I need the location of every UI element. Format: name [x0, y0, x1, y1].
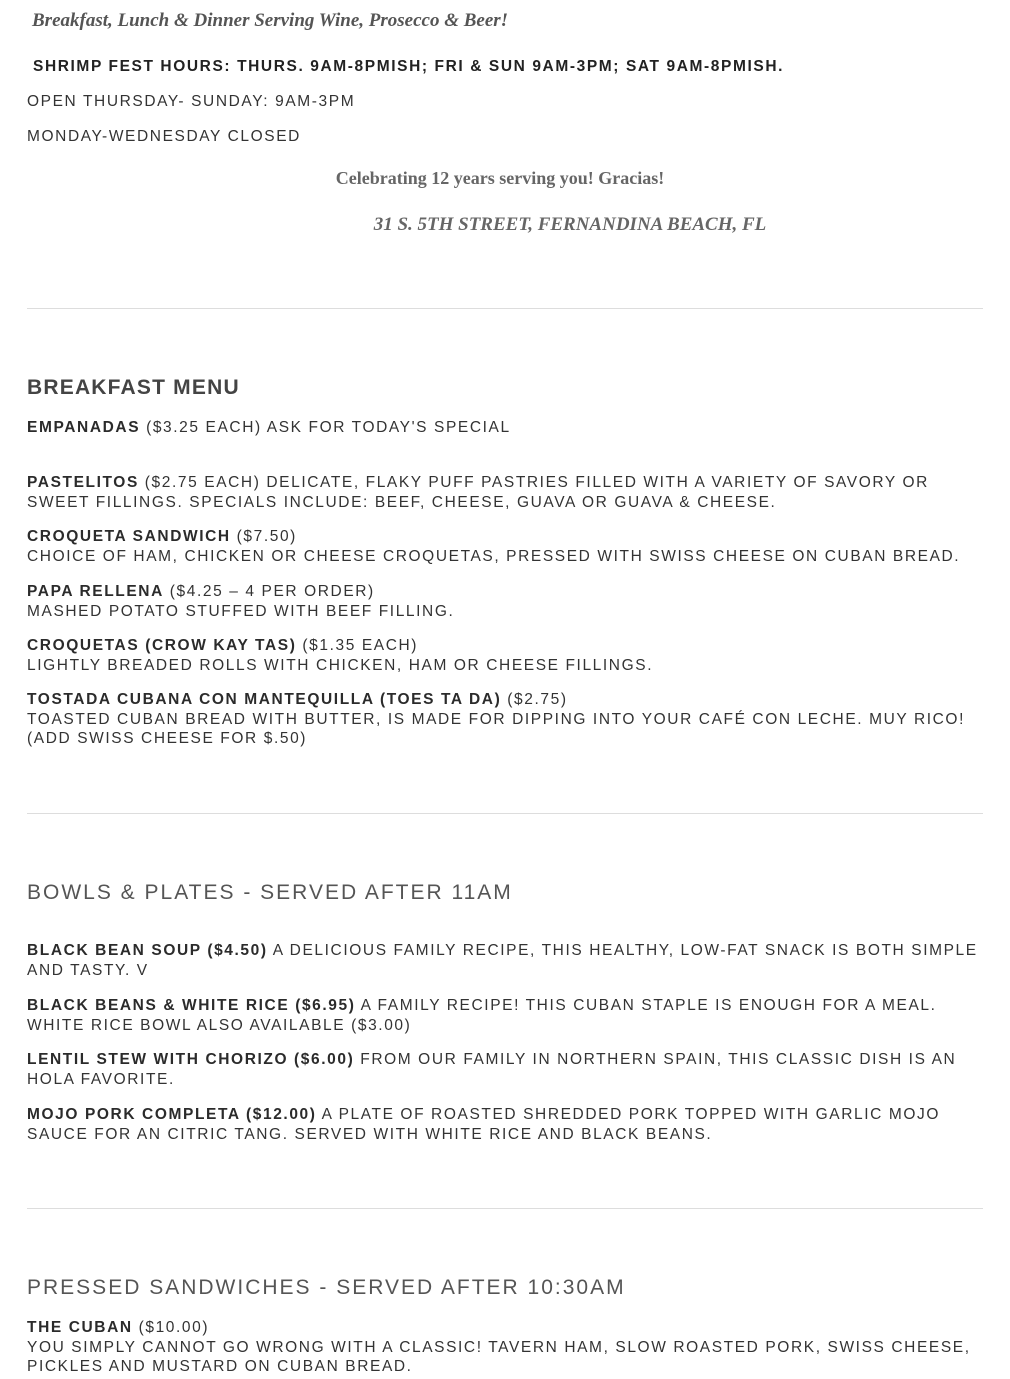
tagline: Breakfast, Lunch & Dinner Serving Wine, Prosecco & Beer! [32, 10, 509, 31]
item-name: THE CUBAN [27, 1319, 133, 1336]
shrimp-fest-hours: SHRIMP FEST HOURS: THURS. 9AM-8PMISH; FRI & SUN 9AM-3PM; SAT 9AM-8PMISH. [33, 58, 785, 75]
menu-item-lentil-stew [27, 1050, 987, 1089]
open-hours: OPEN THURSDAY- SUNDAY: 9AM-3PM [27, 93, 356, 110]
item-name: BLACK BEANS & WHITE RICE ($6.95) [27, 997, 356, 1014]
item-desc: CHOICE OF HAM, CHICKEN OR CHEESE CROQUETAS, PRESSED WITH SWISS CHEESE ON CUBAN BREAD. [27, 547, 961, 565]
address: 31 S. 5TH STREET, FERNANDINA BEACH, FL [373, 214, 767, 235]
item-name: MOJO PORK COMPLETA ($12.00) [27, 1106, 317, 1123]
item-name: LENTIL STEW WITH CHORIZO ($6.00) [27, 1051, 355, 1068]
item-name: PAPA RELLENA [27, 583, 164, 600]
item-desc: LIGHTLY BREADED ROLLS WITH CHICKEN, HAM OR CHEESE FILLINGS. [27, 656, 654, 674]
menu-item-pastelitos [27, 473, 987, 512]
item-desc: A FAMILY RECIPE! THIS CUBAN STAPLE IS ENOUGH FOR A MEAL. WHITE RICE BOWL ALSO AVAILABLE ($3.00) [27, 997, 937, 1034]
item-price: ($7.50) [230, 528, 297, 545]
item-name: CROQUETA SANDWICH [27, 528, 231, 545]
item-price: ($2.75) [501, 691, 568, 708]
item-desc: ($3.25 EACH) ASK FOR TODAY'S SPECIAL [140, 419, 511, 436]
menu-item-the-cuban [27, 1318, 987, 1377]
item-desc: YOU SIMPLY CANNOT GO WRONG WITH A CLASSIC! TAVERN HAM, SLOW ROASTED PORK, SWISS CHEESE, PICKLES AND MUSTARD ON CUBAN BREAD. [27, 1338, 971, 1375]
item-price: ($10.00) [132, 1319, 210, 1336]
menu-item-mojo-pork [27, 1105, 987, 1144]
menu-item-croquetas [27, 636, 987, 675]
menu-item-black-bean-soup [27, 941, 987, 980]
item-desc: MASHED POTATO STUFFED WITH BEEF FILLING. [27, 602, 455, 620]
sandwiches-heading: PRESSED SANDWICHES - SERVED AFTER 10:30AM [27, 1276, 626, 1299]
closed-hours: MONDAY-WEDNESDAY CLOSED [27, 128, 301, 145]
item-desc: A PLATE OF ROASTED SHREDDED PORK TOPPED WITH GARLIC MOJO SAUCE FOR AN CITRIC TANG. SERVED WITH WHITE RICE AND BLACK BEANS. [27, 1106, 940, 1143]
item-name: TOSTADA CUBANA CON MANTEQUILLA (TOES TA DA) [27, 691, 502, 708]
item-name: BLACK BEAN SOUP ($4.50) [27, 942, 268, 959]
divider [27, 1208, 983, 1209]
menu-item-black-beans-rice [27, 996, 987, 1035]
item-name: PASTELITOS [27, 474, 139, 491]
item-name: EMPANADAS [27, 419, 141, 436]
breakfast-heading: BREAKFAST MENU [27, 376, 240, 399]
item-price: ($4.25 – 4 PER ORDER) [163, 583, 375, 600]
bowls-heading: BOWLS & PLATES - SERVED AFTER 11AM [27, 881, 513, 904]
item-desc: TOASTED CUBAN BREAD WITH BUTTER, IS MADE FOR DIPPING INTO YOUR CAFÉ CON LECHE. MUY RICO! (ADD SWISS CHEESE FOR $.50) [27, 710, 965, 747]
item-price: ($1.35 EACH) [296, 637, 419, 654]
celebrating-note: Celebrating 12 years serving you! Gracias! [335, 168, 665, 188]
item-desc: A DELICIOUS FAMILY RECIPE, THIS HEALTHY, LOW-FAT SNACK IS BOTH SIMPLE AND TASTY. V [27, 942, 978, 979]
item-name: CROQUETAS (CROW KAY TAS) [27, 637, 297, 654]
divider [27, 308, 983, 309]
divider [27, 813, 983, 814]
menu-item-empanadas [27, 418, 987, 438]
menu-item-papa-rellena [27, 582, 987, 621]
item-desc: FROM OUR FAMILY IN NORTHERN SPAIN, THIS CLASSIC DISH IS AN HOLA FAVORITE. [27, 1051, 957, 1088]
item-desc: ($2.75 EACH) DELICATE, FLAKY PUFF PASTRIES FILLED WITH A VARIETY OF SAVORY OR SWEET FILLINGS. SPECIALS INCLUDE: BEEF, CHEESE, GUAVA OR GUAVA & CHEESE. [27, 474, 929, 511]
menu-item-tostada-cubana [27, 690, 987, 749]
menu-item-croqueta-sandwich [27, 527, 987, 566]
